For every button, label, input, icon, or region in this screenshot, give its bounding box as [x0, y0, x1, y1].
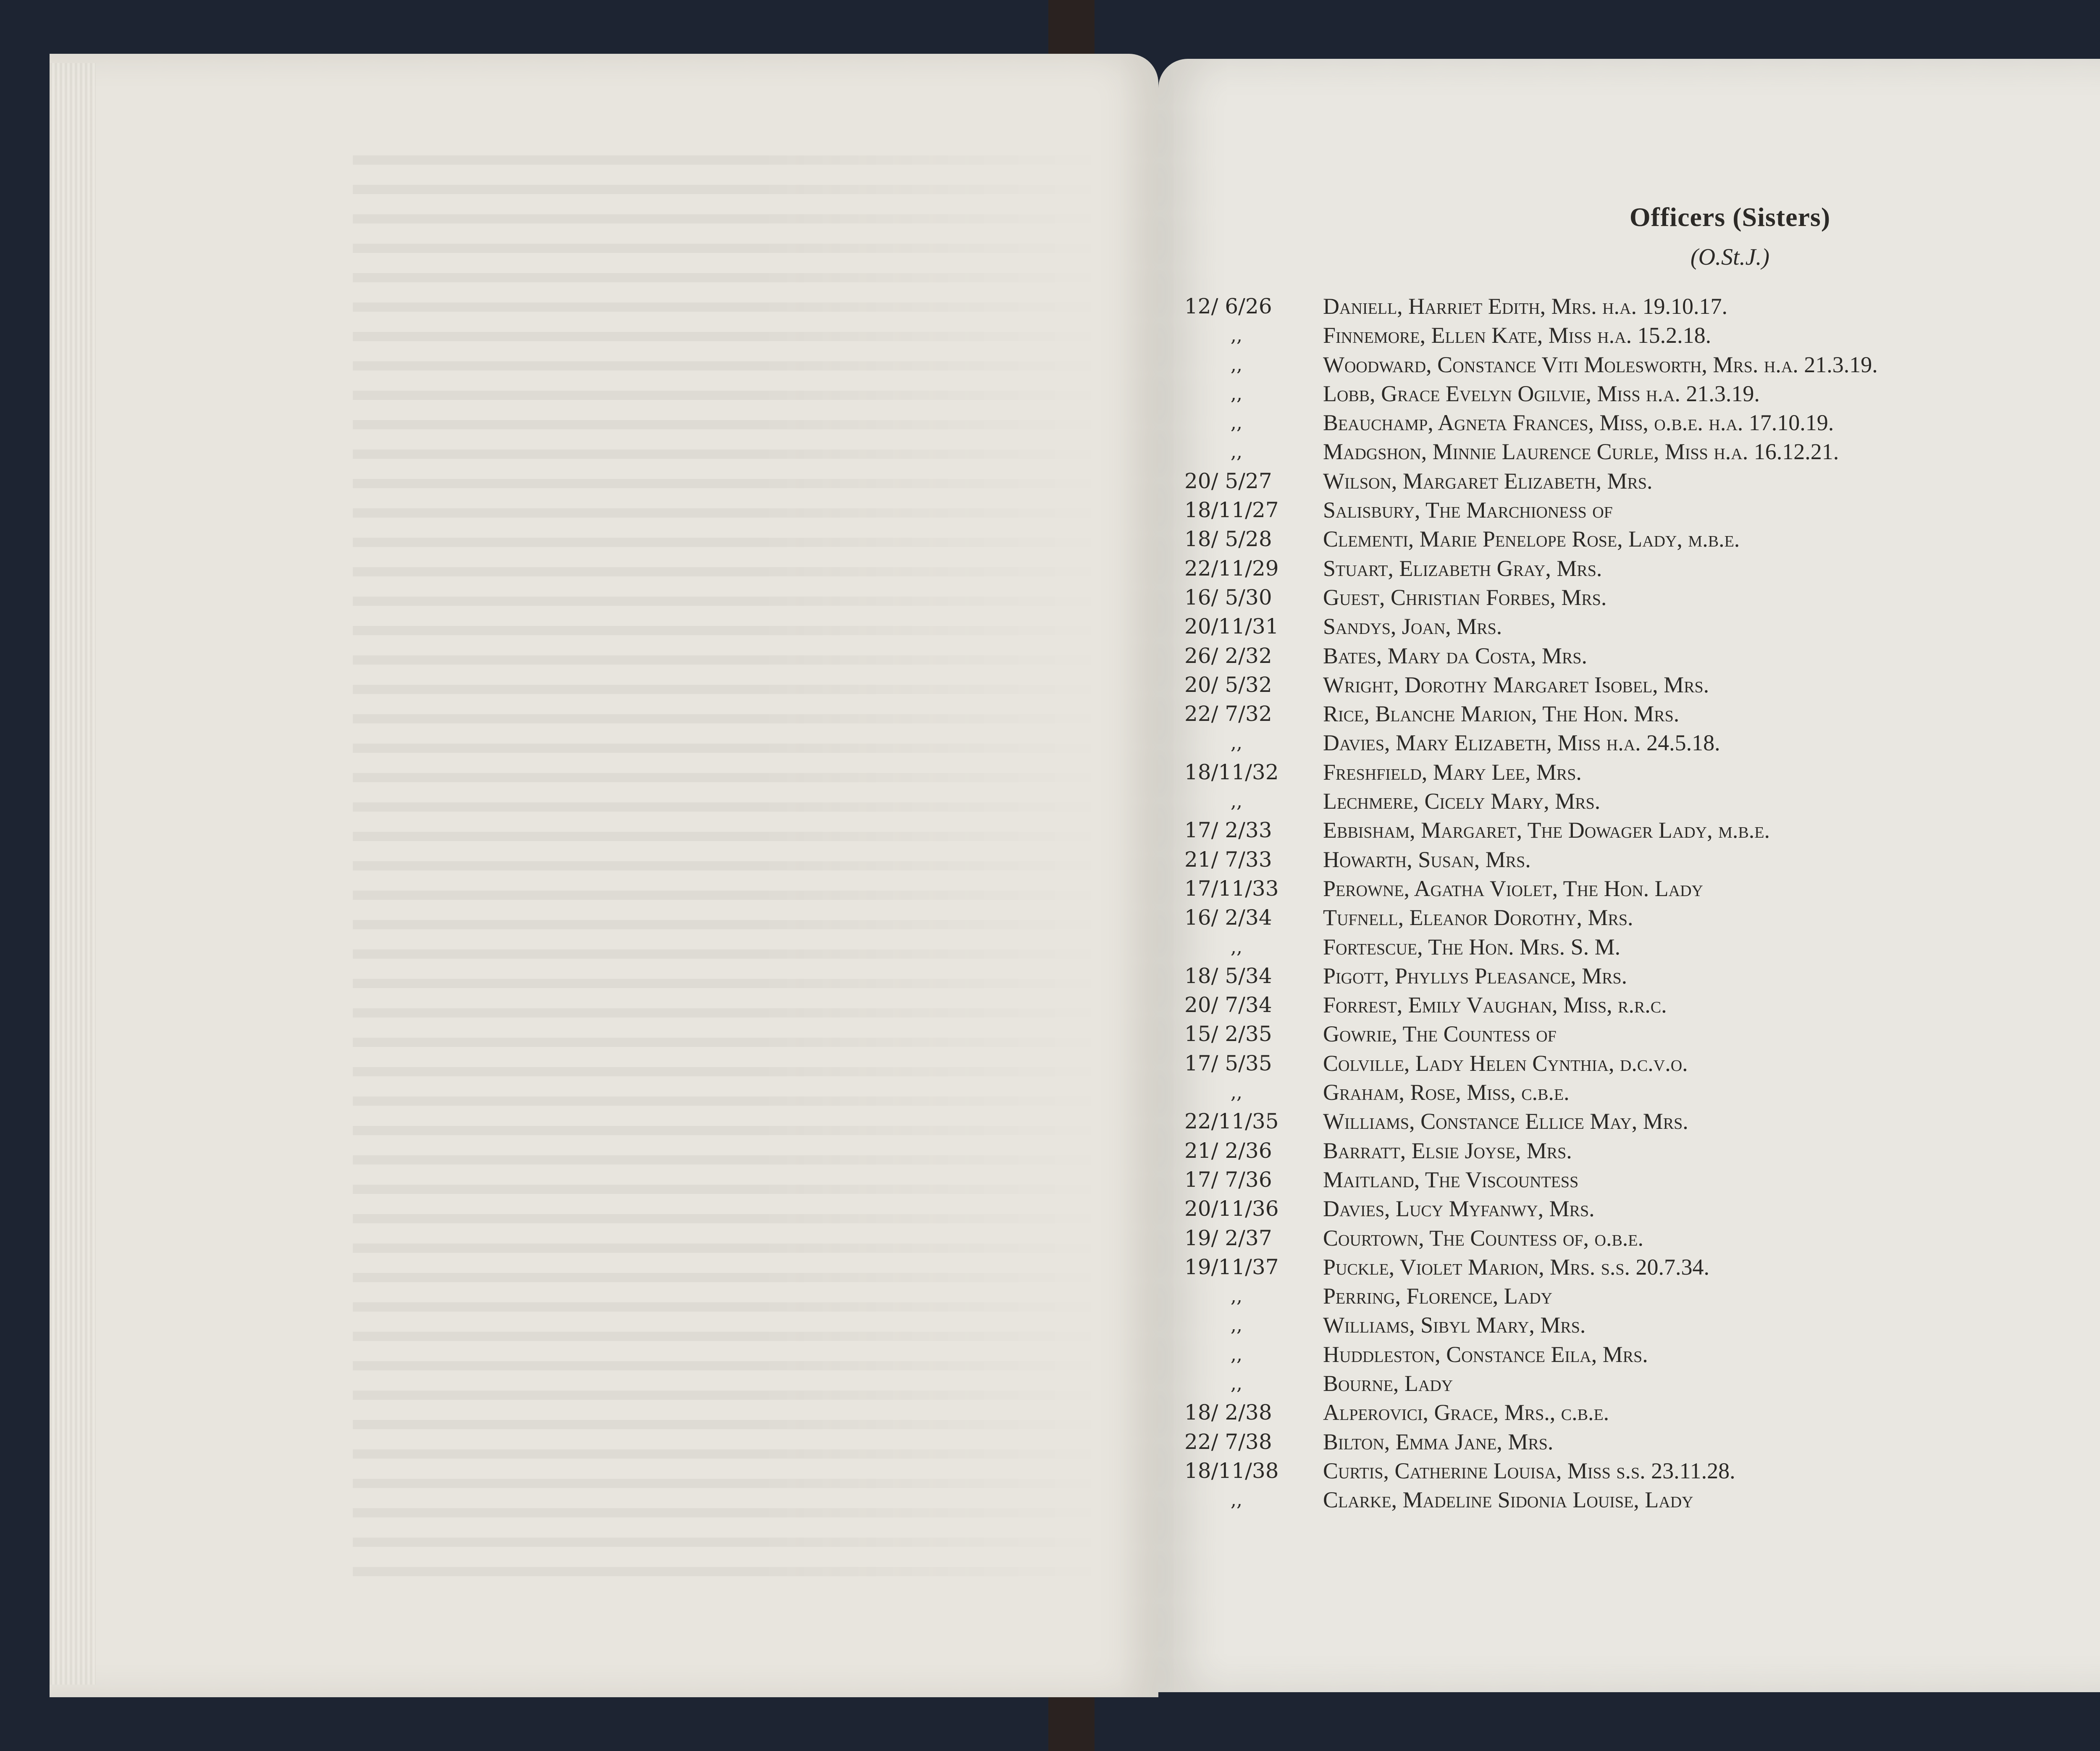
register-entry: [1184, 525, 2100, 554]
entry-name: Salisbury, The Marchioness of: [1323, 497, 1613, 523]
entry-name: Wilson, Margaret Elizabeth, Mrs.: [1323, 468, 1653, 494]
entry-date: 21/ 2/36: [1184, 1138, 1272, 1163]
entry-name: Huddleston, Constance Eila, Mrs.: [1323, 1341, 1648, 1367]
entry-date: ,,: [1231, 1489, 1242, 1511]
entry-date: 12/ 6/26: [1184, 294, 1272, 318]
register-entry: [1184, 1165, 2100, 1194]
entry-name: Howarth, Susan, Mrs.: [1323, 847, 1531, 872]
entry-date: ,,: [1231, 441, 1242, 463]
register-entry: [1184, 933, 2100, 962]
entry-date: 20/11/36: [1184, 1196, 1279, 1221]
entry-date: 20/ 5/32: [1184, 672, 1272, 697]
entry-name: Guest, Christian Forbes, Mrs.: [1323, 584, 1607, 610]
entry-date: 21/ 7/33: [1184, 847, 1272, 872]
entry-date: ,,: [1231, 325, 1242, 347]
register-entry: [1184, 583, 2100, 612]
entry-date: ,,: [1231, 1082, 1242, 1104]
entry-date: ,,: [1231, 1286, 1242, 1307]
entry-name: Davies, Mary Elizabeth, Miss h.a. 24.5.18.: [1323, 730, 1720, 756]
entry-date: 20/11/31: [1184, 614, 1279, 639]
register-entry: [1184, 1457, 2100, 1485]
entry-date: 18/ 5/34: [1184, 963, 1272, 988]
entry-date: ,,: [1231, 412, 1242, 434]
book-spine-top: [1048, 0, 1095, 59]
register-entry: [1184, 728, 2100, 757]
entry-name: Madgshon, Minnie Laurence Curle, Miss h.a. 16.12.21.: [1323, 439, 1839, 465]
entry-name: Daniell, Harriet Edith, Mrs. h.a. 19.10.17.: [1323, 294, 1727, 319]
register-entry: [1184, 1224, 2100, 1253]
entry-date: 18/11/32: [1184, 760, 1279, 784]
entry-date: 17/ 7/36: [1184, 1167, 1272, 1192]
entry-date: 22/ 7/38: [1184, 1429, 1272, 1454]
entry-name: Woodward, Constance Viti Molesworth, Mrs. h.a. 21.3.19.: [1323, 352, 1878, 377]
entry-date: ,,: [1231, 1315, 1242, 1336]
entry-name: Gowrie, The Countess of: [1323, 1021, 1557, 1047]
register-entry: [1184, 379, 2100, 408]
register-entry: [1184, 816, 2100, 845]
entry-date: ,,: [1231, 1372, 1242, 1394]
register-entry: [1184, 1253, 2100, 1282]
entry-date: ,,: [1231, 1343, 1242, 1365]
entry-date: 22/11/35: [1184, 1109, 1279, 1134]
entry-name: Davies, Lucy Myfanwy, Mrs.: [1323, 1196, 1595, 1222]
register-entry: [1184, 1398, 2100, 1427]
entry-name: Barratt, Elsie Joyse, Mrs.: [1323, 1138, 1572, 1163]
entry-name: Bilton, Emma Jane, Mrs.: [1323, 1429, 1554, 1454]
entry-date: 18/ 5/28: [1184, 527, 1272, 552]
entry-date: 19/11/37: [1184, 1254, 1279, 1279]
entry-name: Clementi, Marie Penelope Rose, Lady, m.b.e.: [1323, 526, 1740, 552]
register-entry: [1184, 1194, 2100, 1223]
entry-name: Perowne, Agatha Violet, The Hon. Lady: [1323, 876, 1703, 901]
entry-date: 15/ 2/35: [1184, 1022, 1272, 1046]
page-title: Officers (Sisters): [1629, 202, 1831, 232]
register-entry: [1184, 642, 2100, 670]
entry-name: Clarke, Madeline Sidonia Louise, Lady: [1323, 1487, 1693, 1513]
entry-name: Sandys, Joan, Mrs.: [1323, 614, 1502, 639]
register-entry: [1184, 1136, 2100, 1165]
entry-name: Lechmere, Cicely Mary, Mrs.: [1323, 789, 1601, 814]
entry-date: 17/ 2/33: [1184, 818, 1272, 843]
entry-name: Graham, Rose, Miss, c.b.e.: [1323, 1080, 1570, 1105]
register-entry: [1184, 496, 2100, 525]
entry-date: ,,: [1231, 791, 1242, 812]
entry-name: Stuart, Elizabeth Gray, Mrs.: [1323, 555, 1602, 581]
entry-name: Tufnell, Eleanor Dorothy, Mrs.: [1323, 905, 1633, 931]
entry-name: Forrest, Emily Vaughan, Miss, r.r.c.: [1323, 992, 1667, 1018]
entry-date: 17/ 5/35: [1184, 1051, 1272, 1075]
entry-name: Williams, Sibyl Mary, Mrs.: [1323, 1312, 1586, 1338]
register-entry: [1184, 1311, 2100, 1340]
register-entry: [1184, 903, 2100, 932]
entry-date: 22/11/29: [1184, 556, 1279, 581]
entry-date: 16/ 2/34: [1184, 905, 1272, 930]
entry-name: Courtown, The Countess of, o.b.e.: [1323, 1225, 1644, 1251]
entry-name: Beauchamp, Agneta Frances, Miss, o.b.e. h.a. 17.10.19.: [1323, 410, 1834, 436]
entry-name: Freshfield, Mary Lee, Mrs.: [1323, 759, 1582, 785]
entry-name: Bates, Mary da Costa, Mrs.: [1323, 643, 1588, 668]
entry-name: Finnemore, Ellen Kate, Miss h.a. 15.2.18.: [1323, 323, 1712, 348]
entry-name: Wright, Dorothy Margaret Isobel, Mrs.: [1323, 672, 1709, 697]
entry-date: 26/ 2/32: [1184, 643, 1272, 668]
register-list: [1184, 292, 2100, 1514]
entry-name: Lobb, Grace Evelyn Ogilvie, Miss h.a. 21.3.19.: [1323, 381, 1760, 406]
register-entry: [1184, 1282, 2100, 1311]
entry-name: Pigott, Phyllys Pleasance, Mrs.: [1323, 963, 1628, 989]
entry-name: Curtis, Catherine Louisa, Miss s.s. 23.11.28.: [1323, 1458, 1735, 1483]
entry-name: Ebbisham, Margaret, The Dowager Lady, m.b.e.: [1323, 818, 1770, 843]
entry-date: 20/ 5/27: [1184, 468, 1272, 493]
entry-date: ,,: [1231, 732, 1242, 754]
register-entry: [1184, 758, 2100, 787]
register-entry: [1184, 670, 2100, 699]
register-entry: [1184, 350, 2100, 379]
register-entry: [1184, 292, 2100, 321]
entry-name: Maitland, The Viscountess: [1323, 1167, 1579, 1192]
entry-name: Fortescue, The Hon. Mrs. S. M.: [1323, 934, 1621, 960]
entry-name: Rice, Blanche Marion, The Hon. Mrs.: [1323, 701, 1680, 727]
register-entry: [1184, 845, 2100, 874]
entry-name: Puckle, Violet Marion, Mrs. s.s. 20.7.34.: [1323, 1254, 1710, 1280]
register-entry: [1184, 699, 2100, 728]
entry-name: Perring, Florence, Lady: [1323, 1283, 1553, 1309]
register-entry: [1184, 962, 2100, 991]
entry-date: ,,: [1231, 936, 1242, 958]
entry-date: ,,: [1231, 354, 1242, 376]
register-entry: [1184, 612, 2100, 641]
entry-date: 18/ 2/38: [1184, 1400, 1272, 1425]
entry-date: ,,: [1231, 383, 1242, 405]
register-entry: [1184, 1049, 2100, 1078]
register-entry: [1184, 437, 2100, 466]
register-entry: [1184, 991, 2100, 1020]
register-entry: [1184, 1078, 2100, 1107]
entry-date: 19/ 2/37: [1184, 1225, 1272, 1250]
register-entry: [1184, 1428, 2100, 1457]
register-entry: [1184, 874, 2100, 903]
register-entry: [1184, 1369, 2100, 1398]
left-page-show-through: [353, 155, 1109, 1584]
register-entry: [1184, 321, 2100, 350]
page-subtitle: (O.St.J.): [1690, 244, 1770, 270]
register-entry: [1184, 554, 2100, 583]
left-page-edges: [50, 63, 96, 1685]
entry-date: 17/11/33: [1184, 876, 1279, 901]
entry-date: 16/ 5/30: [1184, 585, 1272, 610]
entry-date: 18/11/38: [1184, 1458, 1279, 1483]
register-entry: [1184, 1340, 2100, 1369]
entry-date: 20/ 7/34: [1184, 993, 1272, 1017]
entry-date: 18/11/27: [1184, 498, 1279, 523]
entry-date: 22/ 7/32: [1184, 702, 1272, 726]
entry-name: Alperovici, Grace, Mrs., c.b.e.: [1323, 1400, 1609, 1425]
entry-name: Williams, Constance Ellice May, Mrs.: [1323, 1109, 1688, 1134]
register-entry: [1184, 1020, 2100, 1049]
register-entry: [1184, 787, 2100, 816]
entry-name: Bourne, Lady: [1323, 1370, 1453, 1396]
register-entry: [1184, 467, 2100, 496]
entry-name: Colville, Lady Helen Cynthia, d.c.v.o.: [1323, 1050, 1688, 1076]
register-entry: [1184, 1107, 2100, 1136]
register-entry: [1184, 1485, 2100, 1514]
register-entry: [1184, 408, 2100, 437]
